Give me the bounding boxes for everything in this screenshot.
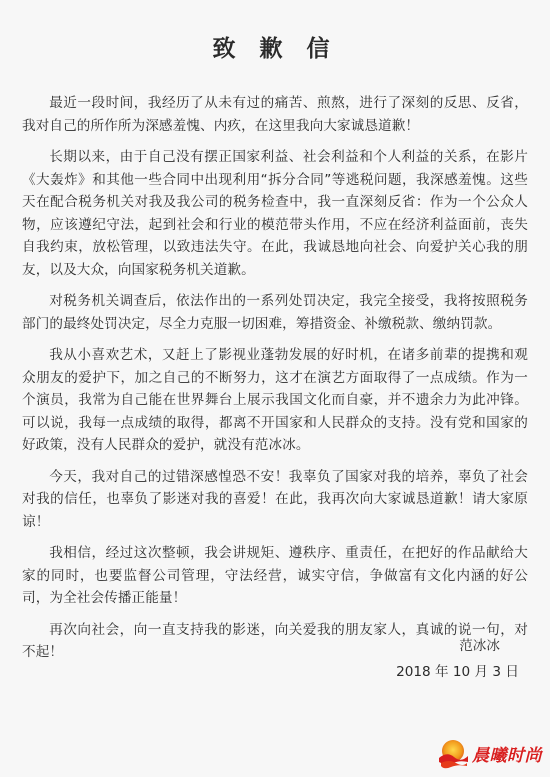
letter-title: 致 歉 信 [212, 36, 338, 62]
signature-date: 2018 年 10 月 3 日 [396, 664, 519, 680]
watermark-text: 晨曦时尚 [472, 745, 542, 766]
signature-name: 范冰冰 [459, 638, 500, 654]
paragraph-1: 最近一段时间，我经历了从未有过的痛苦、煎熬，进行了深刻的反思、反省，我对自己的所作所为深感羞愧、内疚，在这里我向大家诚恳道歉！ [22, 95, 528, 134]
letter-body [22, 92, 528, 673]
paragraph-7: 再次向社会，向一直支持我的影迷，向关爱我的朋友家人，真诚的说一句，对不起！ [22, 621, 528, 660]
paragraph-4: 我从小喜欢艺术，又赶上了影视业蓬勃发展的好时机，在诸多前辈的提携和观众朋友的爱护下，加之自己的不断努力，这才在演艺方面取得了一点成绩。作为一个演员，我常为自己能在世界舞台上展示我国文化而自豪，并不遗余力为此冲锋。可以说，我每一点成绩的取得，都离不开国家和人民群众的支持。没有党和国家的好政策，没有人民群众的爱护，就没有范冰冰。 [22, 347, 528, 453]
paragraph-3: 对税务机关调查后，依法作出的一系列处罚决定，我完全接受，我将按照税务部门的最终处罚决定，尽全力克服一切困难，筹措资金、补缴税款、缴纳罚款。 [22, 293, 528, 332]
paragraph-2: 长期以来，由于自己没有摆正国家利益、社会利益和个人利益的关系，在影片《大轰炸》和其他一些合同中出现利用“拆分合同”等逃税问题，我深感羞愧。这些天在配合税务机关对我及我公司的税务检查中，我一直深刻反省：作为一个公众人物，应该遵纪守法，起到社会和行业的模范带头作用，不应在经济利益面前，丧失自我约束，放松管理，以致违法失守。在此，我诚恳地向社会、向爱护关心我的朋友，以及大众，向国家税务机关道歉。 [22, 149, 528, 278]
paragraph-5: 今天，我对自己的过错深感惶恐不安！我辜负了国家对我的培养，辜负了社会对我的信任，也辜负了影迷对我的喜爱！在此，我再次向大家诚恳道歉！请大家原谅！ [22, 468, 528, 530]
sunrise-wave-icon [436, 736, 470, 770]
watermark-logo [440, 729, 550, 777]
paragraph-6: 我相信，经过这次整顿，我会讲规矩、遵秩序、重责任，在把好的作品献给大家的同时，也要监督公司管理，守法经营，诚实守信，争做富有文化内涵的好公司，为全社会传播正能量！ [22, 545, 528, 606]
